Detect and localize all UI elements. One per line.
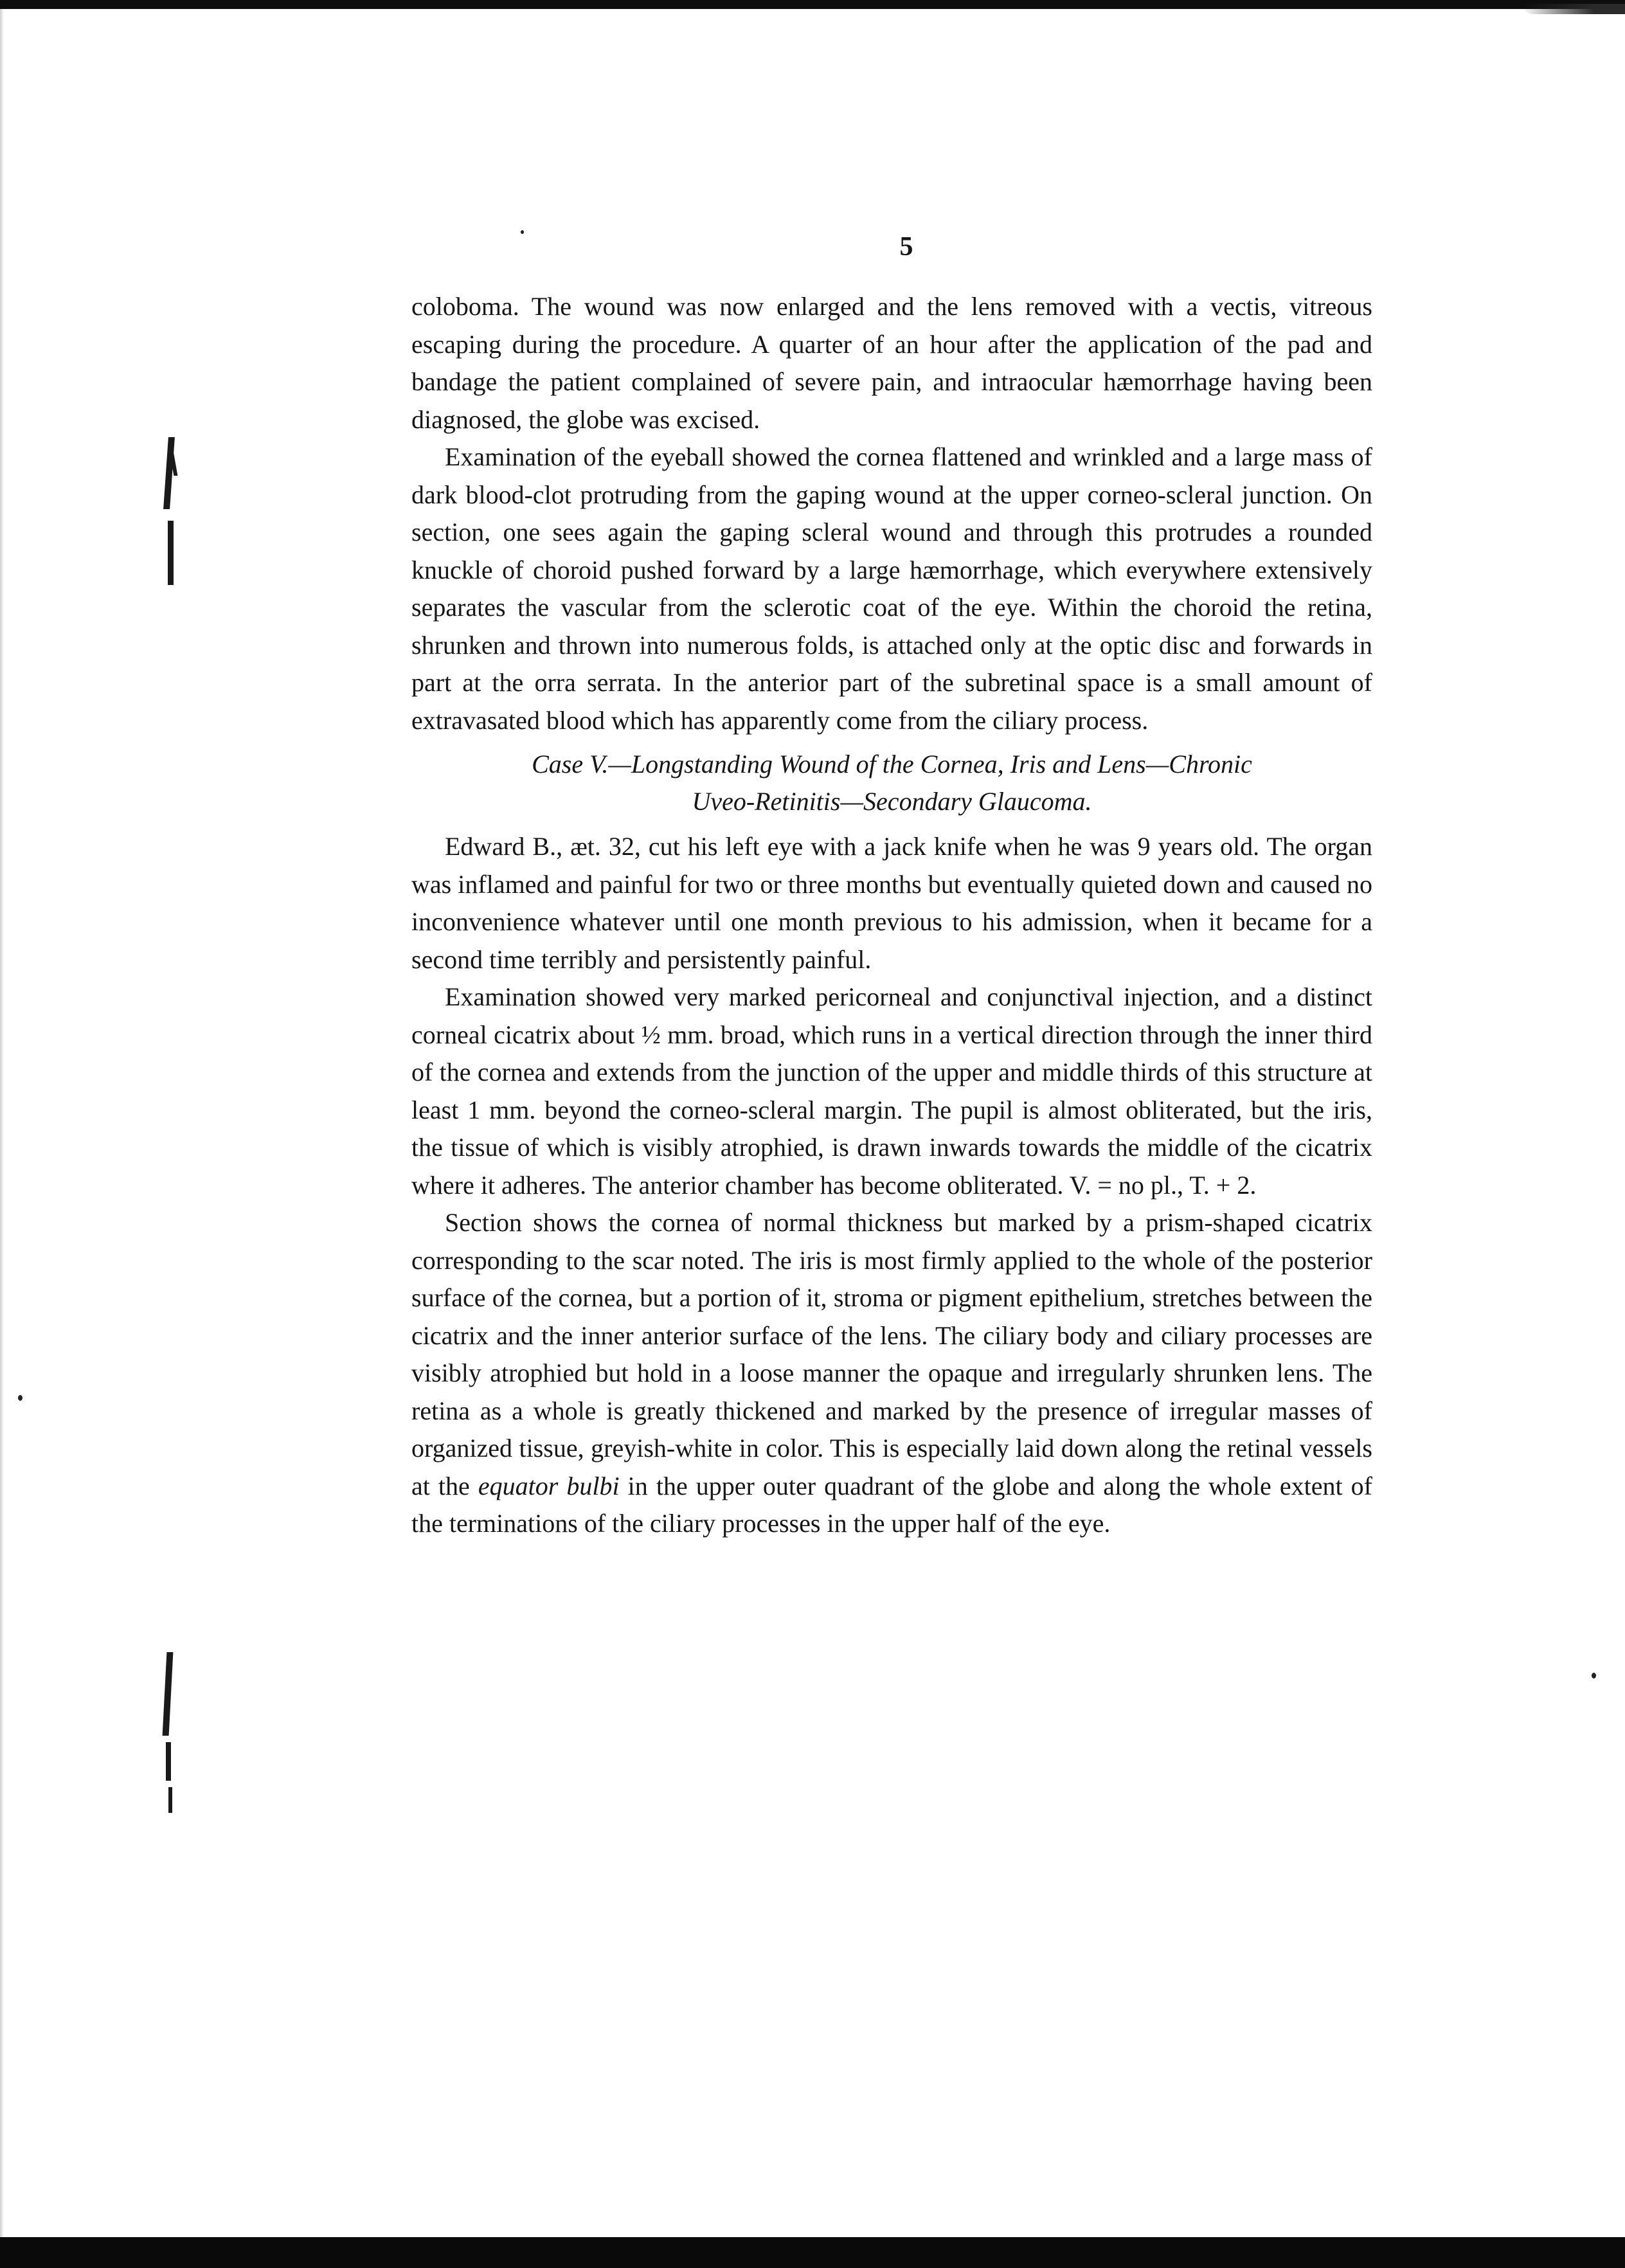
section-text-italic: equator bulbi: [478, 1471, 620, 1500]
paragraph-continuation: coloboma. The wound was now enlarged and the lens removed with a vectis, vitreous escaping during the procedure. A quarter of an hour after the application of the pad and bandage the patient complained of severe pain, and intraocular hæmorrhage having been diagnosed, the globe was excised.: [411, 292, 1372, 434]
body-text: [411, 288, 1372, 1543]
margin-mark-upper-c: [168, 521, 174, 585]
margin-mark-lower-c: [168, 1787, 172, 1813]
scan-bottom-border: [0, 2237, 1625, 2268]
case-heading-lead: Case V.: [532, 750, 609, 779]
section-text-start: Section shows the cornea of normal thickness but marked by a prism-shaped cicatrix corresponding to the scar noted. The iris is most firmly applied to the whole of the posterior surface of the cornea, but a portion of it, stroma or pigment epithelium, stretches between the cicatrix and the inner anterior surface of the lens. The ciliary body and ciliary processes are visibly atrophied but hold in a loose manner the opaque and irregularly shrunken lens. The retina as a whole is greatly thickened and marked by the presence of irregular masses of organized tissue, greyish-white in color. This is especially laid down along the retinal vessels at the: [411, 1208, 1372, 1500]
speck-right: [1592, 1673, 1596, 1679]
scan-top-border: [0, 0, 1625, 9]
paragraph-examination-eyeball: Examination of the eyeball showed the cornea flattened and wrinkled and a large mass of dark blood-clot protruding from the gaping wound at the upper corneo-scleral junction. On section, one sees again the gaping scleral wound and through this protrudes a rounded knuckle of choroid pushed forward by a large hæmorrhage, which everywhere extensively separates the vascular from the sclerotic coat of the eye. Within the choroid the retina, shrunken and thrown into numerous folds, is attached only at the optic disc and forwards in part at the orra serrata. In the anterior part of the subretinal space is a small amount of extravasated blood which has apparently come from the ciliary process.: [411, 442, 1372, 735]
margin-mark-lower-a: [163, 1652, 174, 1736]
section-text-end: in the upper outer quadrant of the globe and along the whole extent of the terminations of the ciliary processes in the upper half of the eye.: [411, 1471, 1372, 1538]
scan-left-shadow: [0, 9, 4, 2237]
scan-top-border-tail: [1522, 4, 1625, 14]
case-heading: [411, 746, 1372, 820]
case-heading-title-line1: —Longstanding Wound of the Cornea, Iris and Lens—Chronic: [608, 750, 1252, 779]
paragraph-examination-findings: Examination showed very marked pericorneal and conjunctival injection, and a distinct corneal cicatrix about ½ mm. broad, which runs in a vertical direction through the inner third of the cornea and extends from the junction of the upper and middle thirds of this structure at least 1 mm. beyond the corneo-scleral margin. The pupil is almost obliterated, but the iris, the tissue of which is visibly atrophied, is drawn inwards towards the middle of the cicatrix where it adheres. The anterior chamber has become obliterated. V. = no pl., T. + 2.: [411, 982, 1372, 1200]
page-number: 5: [899, 232, 913, 262]
margin-mark-lower-b: [166, 1742, 171, 1781]
case-heading-title-line2: Uveo-Retinitis—Secondary Glaucoma.: [692, 787, 1092, 816]
speck-left: [18, 1395, 22, 1401]
paragraph-edward-history: Edward B., æt. 32, cut his left eye with a jack knife when he was 9 years old. The organ was inflamed and painful for two or three months but eventually quieted down and caused no inconvenience whatever until one month previous to his admission, when it became for a second time terribly and persistently painful.: [411, 832, 1372, 974]
speck-top: [521, 230, 524, 234]
paragraph-section-findings: [411, 1204, 1372, 1543]
